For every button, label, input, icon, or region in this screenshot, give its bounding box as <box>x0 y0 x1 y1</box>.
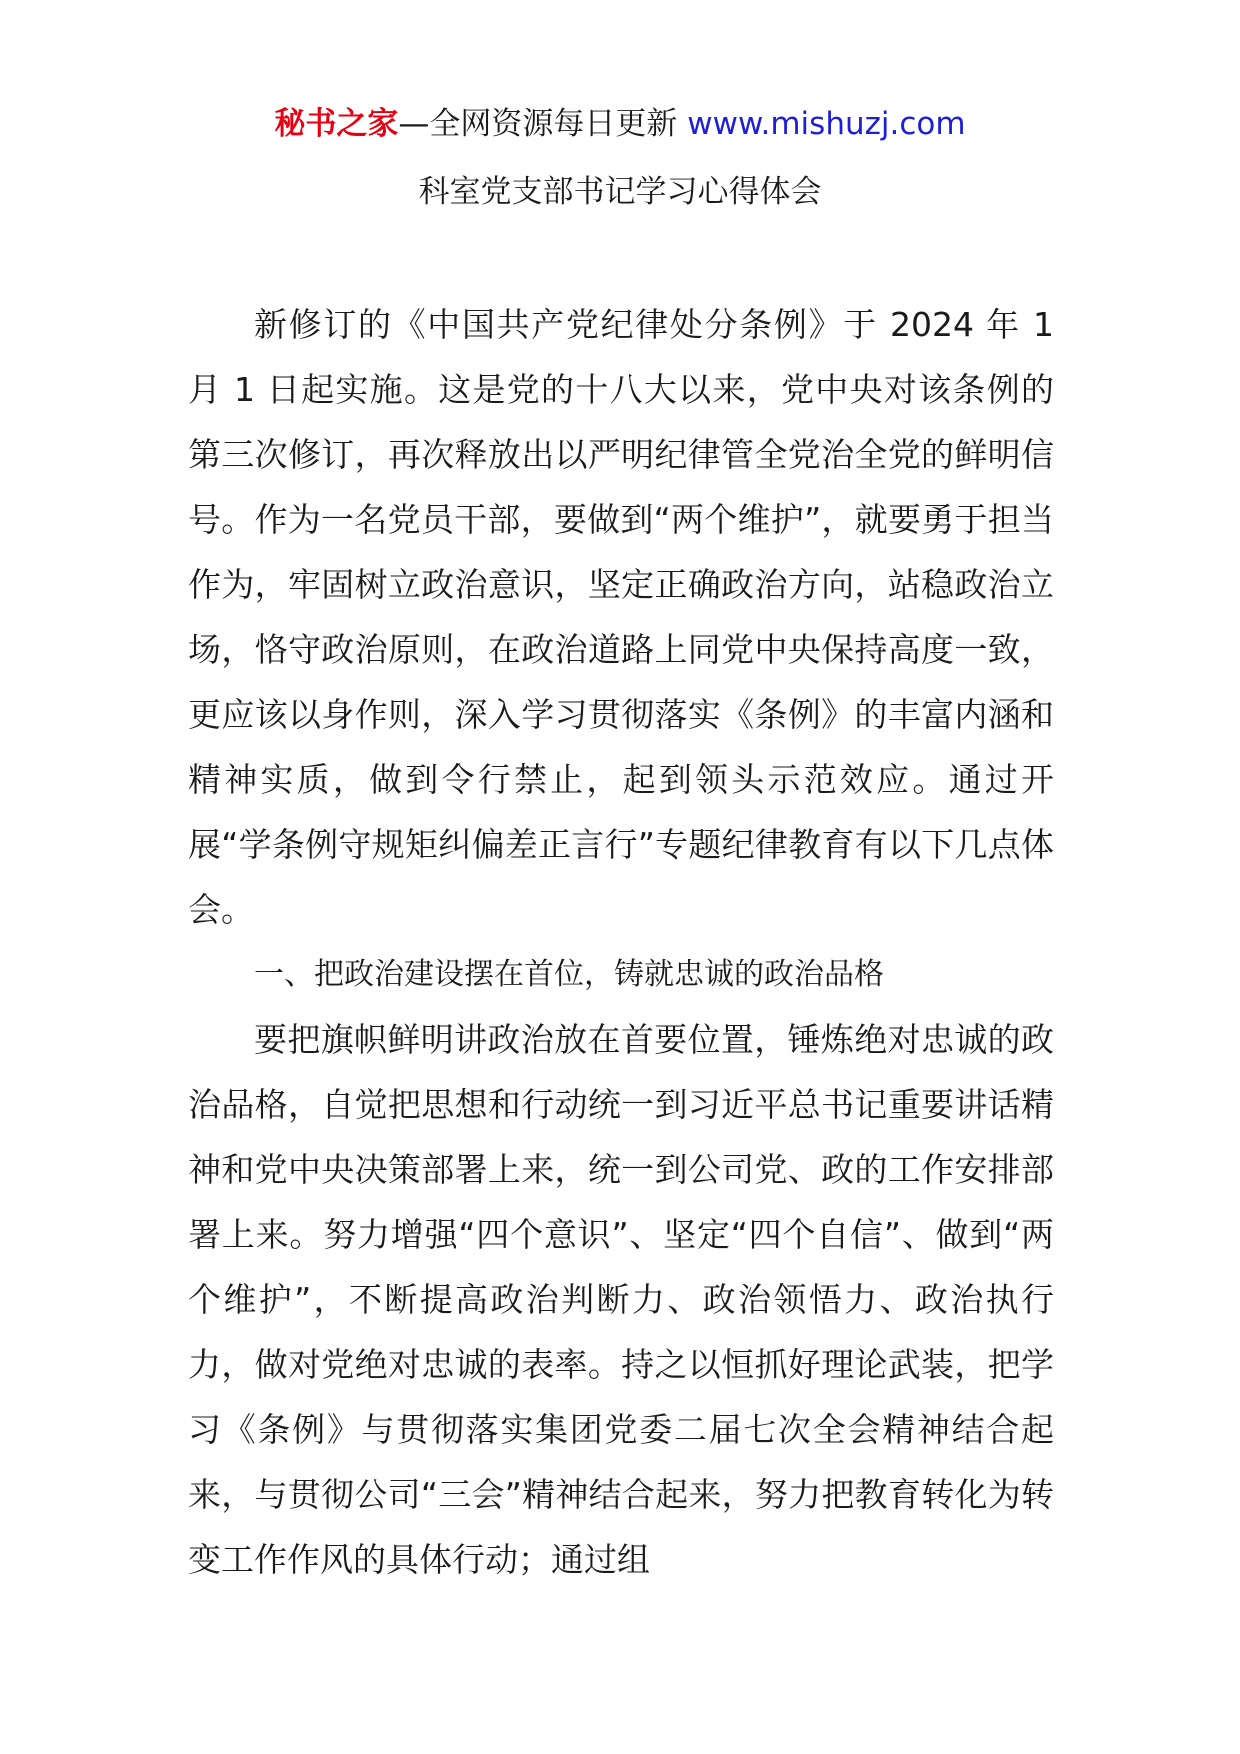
brand-name: 秘书之家 <box>274 106 399 142</box>
document-title: 科室党支部书记学习心得体会 <box>418 174 822 210</box>
site-url-link[interactable]: www.mishuzj.com <box>687 106 966 142</box>
section-heading: 一、把政治建设摆在首位，铸就忠诚的政治品格 <box>254 957 884 992</box>
document-body <box>188 292 1054 1592</box>
header-tagline: —全网资源每日更新 <box>398 106 688 142</box>
site-header <box>0 102 1240 146</box>
intro-paragraph: 新修订的《中国共产党纪律处分条例》于 2024 年 1 月 1 日起实施。这是党的十八大以来，党中央对该条例的第三次修订，再次释放出以严明纪律管全党治全党的鲜明信号。作为一名党员干部，要做到“两个维护”，就要勇于担当作为，牢固树立政治意识，坚定正确政治方向，站稳政治立场，恪守政治原则，在政治道路上同党中央保持高度一致，更应该以身作则，深入学习贯彻落实《条例》的丰富内涵和精神实质，做到令行禁止，起到领头示范效应。通过开展“学条例守规矩纠偏差正言行”专题纪律教育有以下几点体会。 <box>188 305 1054 929</box>
section-paragraph: 要把旗帜鲜明讲政治放在首要位置，锤炼绝对忠诚的政治品格，自觉把思想和行动统一到习近平总书记重要讲话精神和党中央决策部署上来，统一到公司党、政的工作安排部署上来。努力增强“四个意识”、坚定“四个自信”、做到“两个维护”，不断提高政治判断力、政治领悟力、政治执行力，做对党绝对忠诚的表率。持之以恒抓好理论武装，把学习《条例》与贯彻落实集团党委二届七次全会精神结合起来，与贯彻公司“三会”精神结合起来，努力把教育转化为转变工作作风的具体行动；通过组 <box>188 1020 1054 1579</box>
